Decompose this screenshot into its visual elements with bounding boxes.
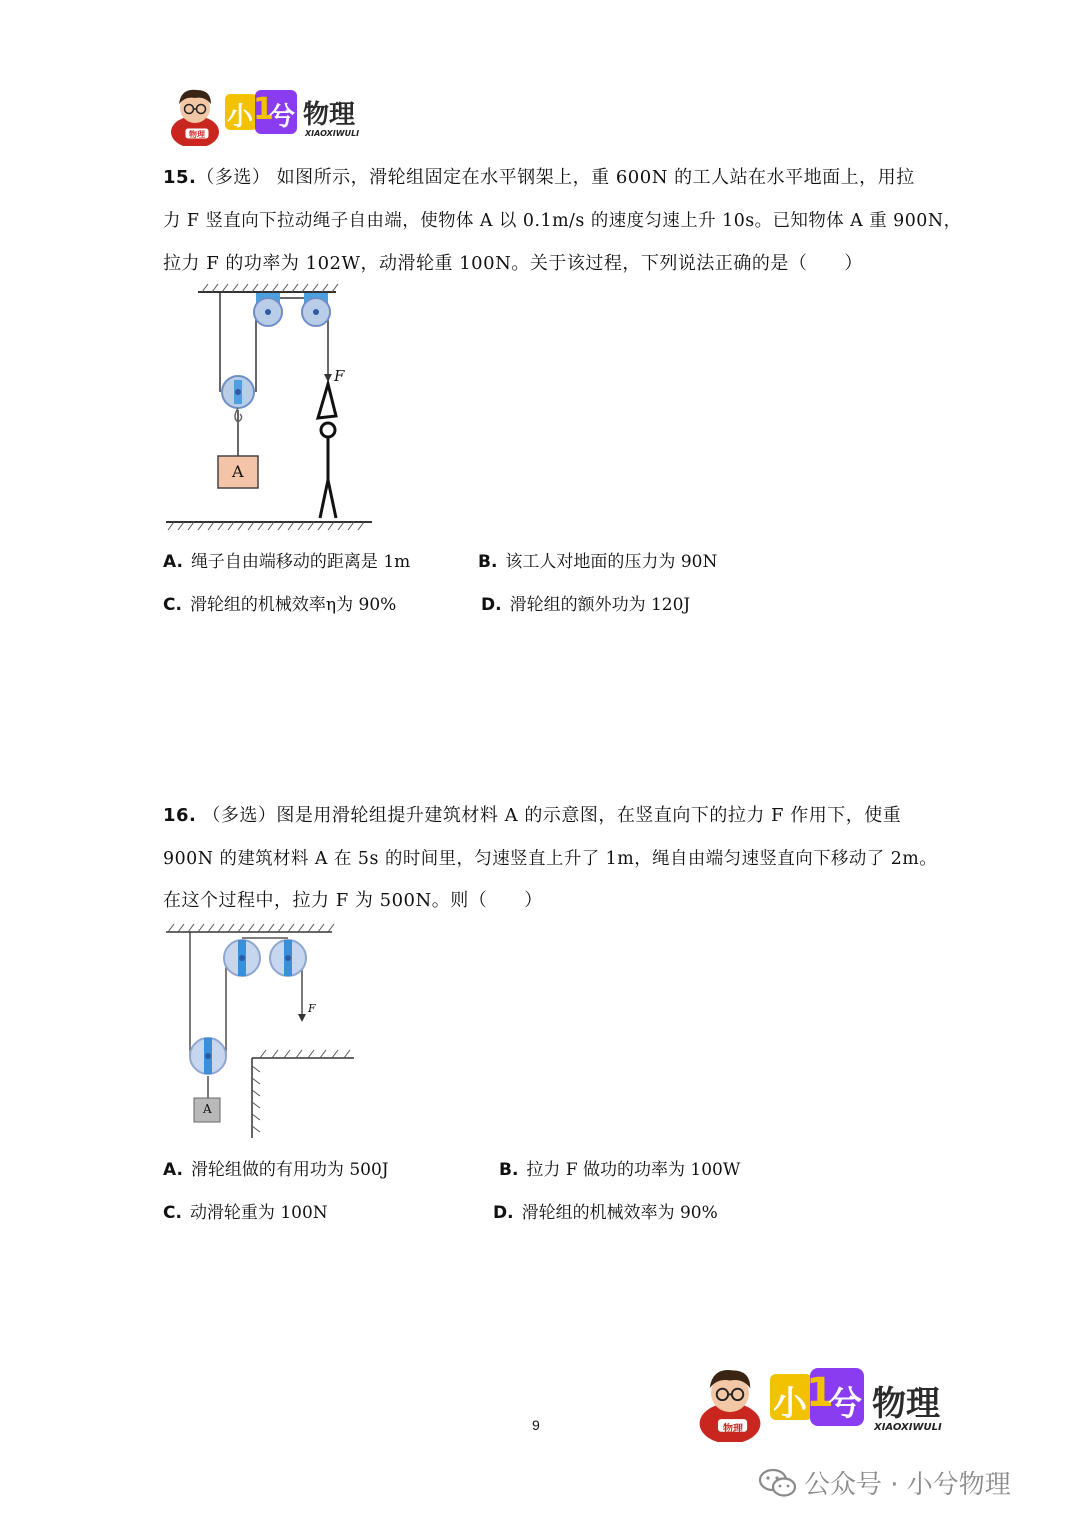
q15-option-c-text: 滑轮组的机械效率η为 90% <box>189 595 397 615</box>
q16-line-1 <box>163 801 901 827</box>
logo-subject: 物理 <box>303 100 356 130</box>
footer-account-name: 公众号 · 小兮物理 <box>804 1470 1011 1500</box>
q16-option-d-text: 滑轮组的机械效率为 90% <box>521 1203 718 1223</box>
logo-subject: 物理 <box>872 1384 940 1424</box>
q16-option-b <box>499 1155 740 1180</box>
q16-option-b-label: B. <box>499 1160 519 1180</box>
q15-option-b-text: 该工人对地面的压力为 90N <box>505 552 718 572</box>
page-number: 9 <box>532 1417 540 1433</box>
wechat-footer <box>758 1464 1011 1501</box>
q16-option-c-text: 动滑轮重为 100N <box>189 1203 328 1223</box>
logo-char-hao: 兮 <box>828 1384 862 1424</box>
logo-char-number: 1 <box>806 1370 834 1416</box>
logo-badge <box>225 90 301 134</box>
logo-char-number: 1 <box>253 92 274 127</box>
q16-option-a-label: A. <box>163 1160 183 1180</box>
q15-number: 15. <box>163 167 197 188</box>
logo-char-small: 小 <box>227 102 254 132</box>
q16-pulley-diagram <box>160 920 360 1140</box>
mascot-badge: 物理 <box>723 1424 743 1435</box>
q16-figure <box>160 920 360 1140</box>
q15-option-c <box>163 590 396 615</box>
q15-figure <box>160 280 380 535</box>
logo-badge <box>770 1368 868 1426</box>
q16-option-c-label: C. <box>163 1203 182 1223</box>
q15-option-a-label: A. <box>163 552 183 572</box>
q16-number: 16. <box>163 805 197 826</box>
q16-block-label: A <box>203 1102 212 1116</box>
q15-option-c-label: C. <box>163 595 182 615</box>
q15-block-label: A <box>232 462 244 481</box>
q16-force-label: F <box>308 1002 316 1015</box>
logo-char-small: 小 <box>773 1384 807 1424</box>
q15-option-d-label: D. <box>481 595 502 615</box>
q16-option-b-text: 拉力 F 做功的功率为 100W <box>526 1160 741 1180</box>
logo-pinyin: XIAOXIWULI <box>305 129 360 138</box>
q15-line-2: 力 F 竖直向下拉动绳子自由端，使物体 A 以 0.1m/s 的速度匀速上升 10s。已知物体 A 重 900N， <box>163 211 962 231</box>
q15-option-d <box>481 590 690 615</box>
q16-line-2: 900N 的建筑材料 A 在 5s 的时间里，匀速竖直上升了 1m，绳自由端匀速竖直向下移动了 2m。 <box>163 849 938 869</box>
logo-pinyin: XIAOXIWULI <box>874 1422 942 1433</box>
q16-option-a <box>163 1155 389 1180</box>
q15-option-d-text: 滑轮组的额外功为 120J <box>509 595 691 615</box>
q16-option-d-label: D. <box>493 1203 514 1223</box>
q15-option-a-text: 绳子自由端移动的距离是 1m <box>190 552 411 572</box>
header-logo <box>165 84 365 148</box>
q16-option-a-text: 滑轮组做的有用功为 500J <box>190 1160 389 1180</box>
q15-pulley-diagram <box>160 280 380 535</box>
q16-text-1: （多选）图是用滑轮组提升建筑材料 A 的示意图，在竖直向下的拉力 F 作用下，使重 <box>202 805 902 826</box>
wechat-icon <box>758 1468 798 1498</box>
q15-option-b <box>478 547 717 572</box>
q15-line-1 <box>163 163 915 189</box>
q16-option-d <box>493 1198 718 1223</box>
q16-line-3: 在这个过程中，拉力 F 为 500N。则（ ） <box>163 890 543 911</box>
mascot-badge: 物理 <box>189 130 205 139</box>
q15-option-b-label: B. <box>478 552 498 572</box>
q15-force-label: F <box>334 367 345 385</box>
q16-option-c <box>163 1198 328 1223</box>
q15-option-a <box>163 547 410 572</box>
q15-text-1: （多选） 如图所示，滑轮组固定在水平钢架上，重 600N 的工人站在水平地面上，用拉 <box>196 167 915 188</box>
logo-char-hao: 兮 <box>269 102 296 132</box>
footer-logo <box>692 1362 948 1444</box>
q15-line-3: 拉力 F 的功率为 102W，动滑轮重 100N。关于该过程，下列说法正确的是（ ） <box>163 253 863 274</box>
